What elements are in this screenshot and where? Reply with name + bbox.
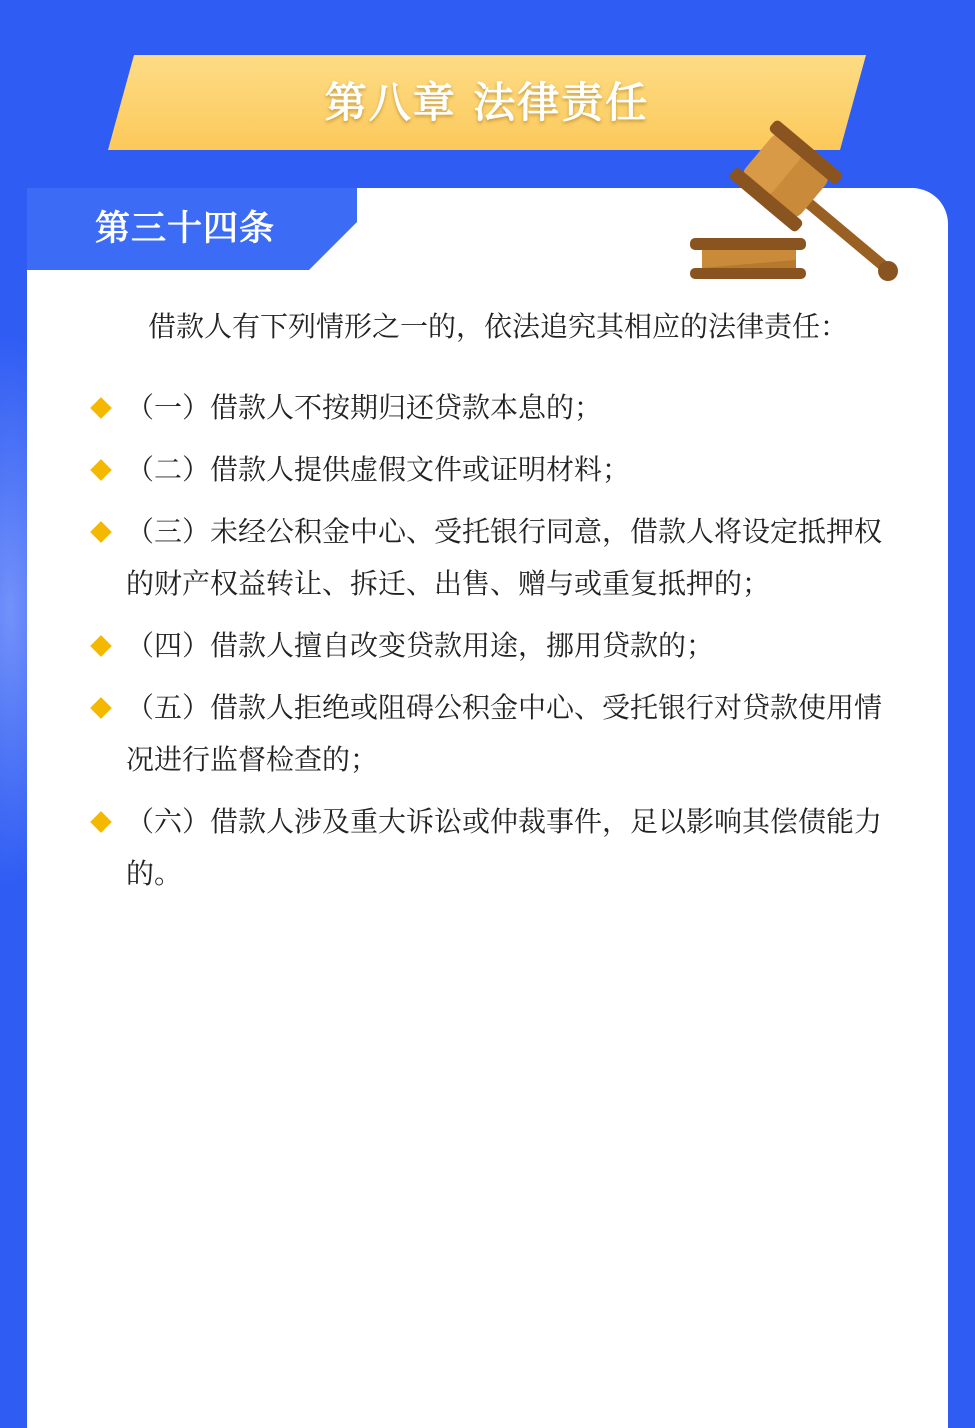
list-item bbox=[88, 620, 908, 672]
diamond-bullet-icon bbox=[90, 521, 112, 543]
diamond-bullet-icon bbox=[90, 697, 112, 719]
list-item bbox=[88, 382, 908, 434]
list-item bbox=[88, 444, 908, 496]
list-item-text: （四）借款人擅自改变贷款用途，挪用贷款的； bbox=[126, 629, 715, 662]
diamond-bullet-icon bbox=[90, 397, 112, 419]
article-tab bbox=[27, 188, 357, 270]
list-item-text: （六）借款人涉及重大诉讼或仲裁事件，足以影响其偿债能力的。 bbox=[126, 805, 883, 890]
diamond-bullet-icon bbox=[90, 635, 112, 657]
list-item-text: （二）借款人提供虚假文件或证明材料； bbox=[126, 453, 631, 486]
chapter-title: 第八章 法律责任 bbox=[324, 78, 650, 127]
article-title: 第三十四条 bbox=[95, 209, 276, 249]
list-item bbox=[88, 682, 908, 786]
diamond-bullet-icon bbox=[90, 811, 112, 833]
intro-text: 借款人有下列情形之一的，依法追究其相应的法律责任： bbox=[148, 310, 849, 343]
list-item-text: （一）借款人不按期归还贷款本息的； bbox=[126, 391, 603, 424]
list-item bbox=[88, 796, 908, 900]
list-item-text: （三）未经公积金中心、受托银行同意，借款人将设定抵押权的财产权益转让、拆迁、出售、赠与或重复抵押的； bbox=[126, 515, 883, 600]
list-item bbox=[88, 506, 908, 610]
list-item-text: （五）借款人拒绝或阻碍公积金中心、受托银行对贷款使用情况进行监督检查的； bbox=[126, 691, 883, 776]
gavel-icon bbox=[688, 100, 908, 290]
liability-list bbox=[88, 382, 908, 910]
diamond-bullet-icon bbox=[90, 459, 112, 481]
